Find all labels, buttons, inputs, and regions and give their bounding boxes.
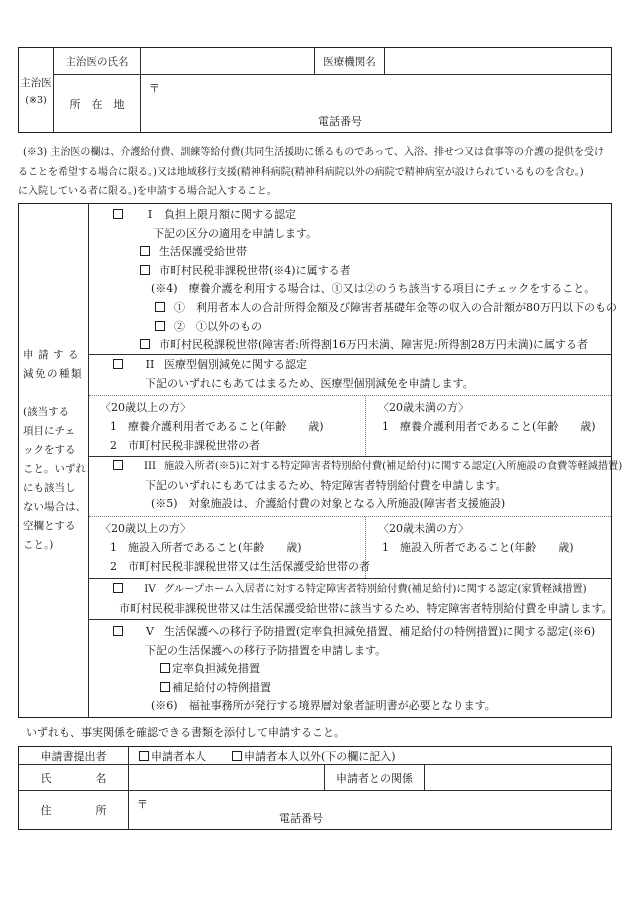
- exemption-side-label: [19, 204, 89, 717]
- submitter-address-field[interactable]: [129, 791, 611, 829]
- section-3-adult-column: [89, 517, 370, 578]
- doctor-phone-label: 電話番号: [318, 115, 362, 128]
- minor-condition-1: 1 施設入所者であること(年齢 歳): [382, 540, 574, 554]
- checkbox-section-2[interactable]: [113, 359, 123, 369]
- note-4: (※4) 療養介護を利用する場合は、①又は②のうち該当する項目にチェックをすること。: [151, 282, 596, 296]
- section-1-subtitle: 下記の区分の適用を申請します。: [153, 226, 318, 240]
- section-5-title: 生活保護への移行予防措置(定率負担減免措置、補足給付の特例措置)に関する認定(※6): [164, 625, 596, 638]
- checkbox-fixed-rate-reduction[interactable]: [160, 663, 170, 673]
- section-1-numeral: I: [147, 208, 153, 221]
- note-3-line3: に入院している者に限る。)を申請する場合記入すること。: [18, 186, 277, 197]
- option-income-under-80man: ① 利用者本人の合計所得金額及び障害者基礎年金等の収入の合計額が80万円以下のもの: [174, 300, 617, 314]
- doctor-name-label: 主治医の氏名: [54, 48, 141, 74]
- relation-field[interactable]: [425, 765, 611, 790]
- section-2-title: 医療型個別減免に関する認定: [164, 358, 307, 371]
- submitter-name-field[interactable]: [129, 765, 325, 790]
- side-label-line: こと。): [23, 539, 54, 551]
- section-3-numeral: III: [143, 461, 157, 472]
- section-3-subtitle: 下記のいずれにもあてはまるため、特定障害者特別給付費を申請します。: [145, 478, 507, 492]
- option-fixed-rate-reduction: 定率負担減免措置: [172, 662, 260, 676]
- checkbox-section-4[interactable]: [113, 583, 123, 593]
- medical-institution-label: 医療機関名: [315, 48, 385, 74]
- section-3-age-box: [89, 516, 611, 578]
- side-label-line: にも該当し: [23, 482, 76, 494]
- doctor-row-label-line2: (※3): [25, 94, 47, 106]
- checkbox-other-than-1[interactable]: [155, 321, 165, 331]
- checkbox-section-5[interactable]: [113, 626, 123, 636]
- note-5: (※5) 対象施設は、介護給付費の対象となる入所施設(障害者支援施設): [151, 497, 506, 511]
- section-5-subtitle: 下記の生活保護への移行予防措置を申請します。: [145, 643, 387, 657]
- submitter-table: [18, 746, 612, 830]
- adult-condition-2: 2 市町村民税非課税世帯の者: [110, 439, 260, 453]
- option-applicant-self: 申請者本人: [151, 749, 206, 763]
- note-3-line2: ることを希望する場合に限る。)又は地域移行支援(精神科病院(精神科病院以外の病院で精神病室が設けられているものを含む。): [18, 166, 584, 178]
- section-2-minor-column: [365, 396, 611, 455]
- doctor-name-field[interactable]: [141, 48, 315, 74]
- checkbox-section-3[interactable]: [113, 460, 123, 470]
- side-label-line: 申請する: [23, 349, 83, 361]
- submitter-row-label: 申請書提出者: [19, 747, 129, 764]
- doctor-row-label-line1: 主治医: [20, 76, 52, 89]
- side-label-line: 減免の種類: [23, 368, 83, 380]
- checkbox-applicant-other[interactable]: [232, 751, 242, 761]
- attach-documents-note: いずれも、事実関係を確認できる書類を添付して申請すること。: [26, 726, 345, 739]
- section-5: [89, 619, 611, 717]
- postal-mark: 〒: [149, 82, 160, 95]
- checkbox-welfare-household[interactable]: [140, 246, 150, 256]
- note-3: [18, 143, 618, 202]
- adult-condition-2: 2 市町村民税非課税世帯又は生活保護受給世帯の者: [110, 559, 370, 573]
- option-applicant-other: 申請者本人以外(下の欄に記入): [244, 749, 396, 763]
- exemption-table: [18, 203, 623, 718]
- section-2-age-box: [89, 395, 611, 455]
- doctor-row-label: [19, 48, 54, 132]
- checkbox-tax-exempt-household[interactable]: [140, 265, 150, 275]
- submitter-address-label: 住 所: [19, 791, 129, 829]
- section-1-title: 負担上限月額に関する認定: [164, 208, 296, 221]
- side-label-line: 項目にチェ: [23, 425, 76, 437]
- submitter-name-label: 氏 名: [19, 765, 129, 790]
- section-4-subtitle: 市町村民税非課税世帯又は生活保護受給世帯に該当するため、特定障害者特別給付費を申請します。: [119, 601, 613, 615]
- section-2-numeral: II: [145, 358, 155, 371]
- section-5-numeral: V: [146, 625, 154, 638]
- doctor-table: [18, 47, 612, 133]
- checkbox-section-1[interactable]: [113, 209, 123, 219]
- postal-mark: 〒: [137, 798, 148, 811]
- option-welfare-household: 生活保護受給世帯: [159, 245, 247, 259]
- option-tax-exempt-household: 市町村民税非課税世帯(※4)に属する者: [159, 263, 351, 277]
- submitter-options: [129, 747, 611, 764]
- side-label-line: ない場合は、: [23, 501, 86, 513]
- adult-condition-1: 1 施設入所者であること(年齢 歳): [110, 540, 302, 554]
- medical-institution-field[interactable]: [385, 48, 611, 74]
- section-3-minor-column: [365, 517, 611, 578]
- side-label-line: (該当する: [23, 406, 70, 418]
- option-taxable-household: 市町村民税課税世帯(障害者:所得割16万円未満、障害児:所得割28万円未満)に属する者: [159, 338, 588, 352]
- section-2-subtitle: 下記のいずれにもあてはまるため、医療型個別減免を申請します。: [145, 376, 474, 390]
- section-2-adult-column: [89, 396, 365, 455]
- side-label-line: ックをする: [23, 444, 76, 456]
- option-supplementary-benefit: 補足給付の特例措置: [172, 680, 271, 694]
- relation-label: 申請者との関係: [325, 765, 425, 790]
- note-3-line1: (※3) 主治医の欄は、介護給付費、訓練等給付費(共同生活援助に係るものであって、入浴、排せつ又は食事等の介護の提供を受け: [23, 147, 604, 158]
- checkbox-income-under-80man[interactable]: [155, 302, 165, 312]
- section-4-numeral: IV: [144, 584, 156, 595]
- checkbox-taxable-household[interactable]: [140, 339, 150, 349]
- side-label-line: こと。いずれ: [23, 463, 86, 475]
- adult-condition-1: 1 療養介護利用者であること(年齢 歳): [110, 420, 324, 434]
- section-4-title: グループホーム入居者に対する特定障害者特別給付費(補足給付)に関する認定(家賃軽減措置): [164, 584, 587, 595]
- section-4: [89, 578, 611, 619]
- section-3-title: 施設入所者(※5)に対する特定障害者特別給付費(補足給付)に関する認定(入所施設の食費等軽減措置): [164, 461, 623, 472]
- minor-heading: 〈20歳未満の方〉: [378, 401, 469, 415]
- checkbox-supplementary-benefit[interactable]: [160, 682, 170, 692]
- side-label-line: 空欄とする: [23, 520, 76, 532]
- section-2: [89, 354, 611, 456]
- minor-heading: 〈20歳未満の方〉: [378, 521, 469, 535]
- minor-condition-1: 1 療養介護利用者であること(年齢 歳): [382, 420, 596, 434]
- submitter-phone-label: 電話番号: [279, 812, 323, 825]
- doctor-address-label: 所 在 地: [54, 75, 141, 132]
- note-6: (※6) 福祉事務所が発行する境界層対象者証明書が必要となります。: [151, 699, 496, 713]
- checkbox-applicant-self[interactable]: [139, 751, 149, 761]
- section-3: [89, 456, 623, 578]
- option-other-than-1: ② ①以外のもの: [174, 319, 262, 333]
- doctor-address-field[interactable]: [141, 75, 611, 132]
- adult-heading: 〈20歳以上の方〉: [100, 401, 191, 415]
- adult-heading: 〈20歳以上の方〉: [100, 521, 191, 535]
- section-1: [89, 204, 617, 354]
